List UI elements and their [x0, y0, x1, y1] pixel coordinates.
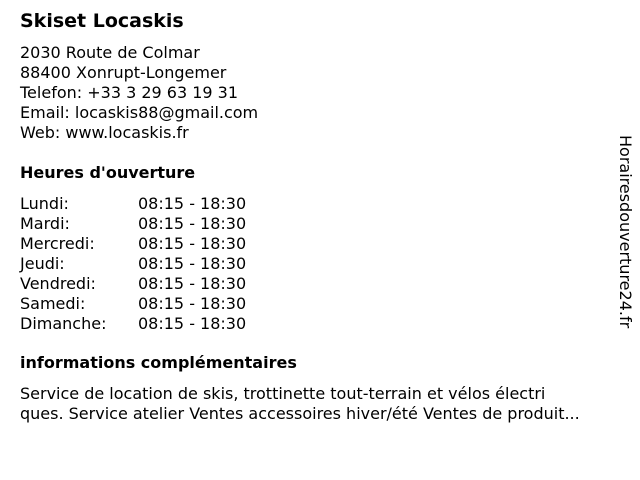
opening-hours-table: [20, 194, 278, 334]
email-address[interactable]: Email: locaskis88@gmail.com: [20, 103, 259, 122]
additional-info-heading: informations complémentaires: [20, 353, 297, 372]
day-label: Mercredi:: [20, 234, 95, 253]
time-range: 08:15 - 18:30: [138, 234, 247, 253]
day-label: Jeudi:: [20, 254, 65, 273]
time-range: 08:15 - 18:30: [138, 254, 247, 273]
day-label: Samedi:: [20, 294, 86, 313]
day-label: Lundi:: [20, 194, 69, 213]
website-link[interactable]: Web: www.locaskis.fr: [20, 123, 189, 142]
hours-row-sunday: [20, 314, 278, 334]
day-label: Dimanche:: [20, 314, 107, 333]
business-name: Skiset Locaskis: [20, 10, 184, 32]
time-range: 08:15 - 18:30: [138, 194, 247, 213]
hours-row-wednesday: [20, 234, 278, 254]
day-label: Mardi:: [20, 214, 70, 233]
phone-number[interactable]: Telefon: +33 3 29 63 19 31: [20, 83, 239, 102]
day-label: Vendredi:: [20, 274, 96, 293]
site-watermark-text: Horairesdouverture24.fr: [616, 135, 635, 329]
site-watermark: [613, 135, 637, 375]
hours-row-saturday: [20, 294, 278, 314]
service-description: [20, 384, 632, 424]
time-range: 08:15 - 18:30: [138, 274, 247, 293]
hours-row-friday: [20, 274, 278, 294]
opening-hours-heading: Heures d'ouverture: [20, 163, 196, 182]
time-range: 08:15 - 18:30: [138, 314, 247, 333]
hours-row-thursday: [20, 254, 278, 274]
description-line-2: ques. Service atelier Ventes accessoires hiver/été Ventes de produit...: [20, 404, 580, 423]
address-line-2: 88400 Xonrupt-Longemer: [20, 63, 227, 82]
address-line-1: 2030 Route de Colmar: [20, 43, 200, 62]
hours-row-monday: [20, 194, 278, 214]
contact-block: [20, 43, 258, 143]
description-line-1: Service de location de skis, trottinette tout-terrain et vélos électri: [20, 384, 546, 403]
time-range: 08:15 - 18:30: [138, 294, 247, 313]
hours-row-tuesday: [20, 214, 278, 234]
time-range: 08:15 - 18:30: [138, 214, 247, 233]
